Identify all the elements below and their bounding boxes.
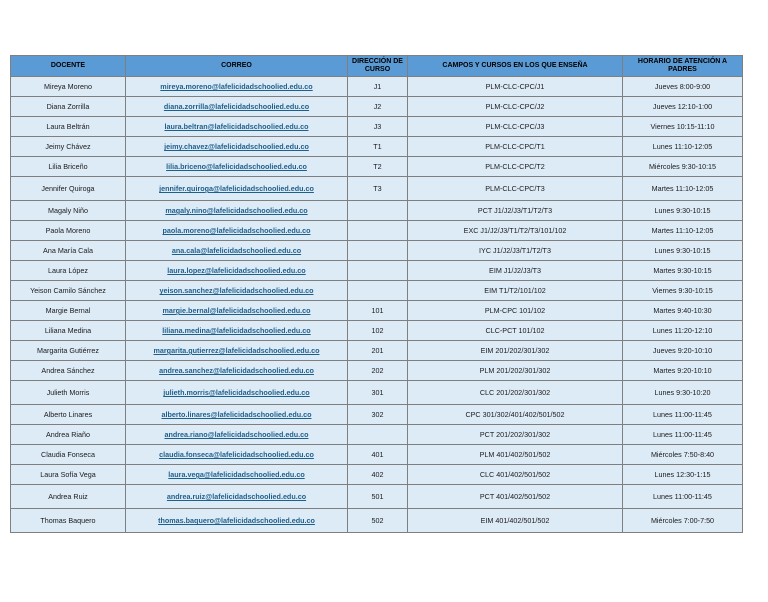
cell-docente: Diana Zorrilla bbox=[11, 97, 126, 117]
email-link[interactable]: margarita.gutierrez@lafelicidadschoolied.edu.co bbox=[126, 341, 348, 361]
cell-campos: CLC 401/402/501/502 bbox=[408, 465, 623, 485]
cell-docente: Lilia Briceño bbox=[11, 157, 126, 177]
cell-direccion: 201 bbox=[348, 341, 408, 361]
table-row bbox=[11, 321, 743, 341]
table-row bbox=[11, 241, 743, 261]
cell-horario: Lunes 11:20-12:10 bbox=[623, 321, 743, 341]
email-link[interactable]: margie.bernal@lafelicidadschoolied.edu.co bbox=[126, 301, 348, 321]
cell-docente: Andrea Riaño bbox=[11, 425, 126, 445]
cell-horario: Martes 9:40-10:30 bbox=[623, 301, 743, 321]
email-link[interactable]: jeimy.chavez@lafelicidadschoolied.edu.co bbox=[126, 137, 348, 157]
cell-docente: Margarita Gutiérrez bbox=[11, 341, 126, 361]
cell-horario: Lunes 12:30-1:15 bbox=[623, 465, 743, 485]
cell-docente: Liliana Medina bbox=[11, 321, 126, 341]
cell-direccion bbox=[348, 241, 408, 261]
cell-campos: IYC J1/J2/J3/T1/T2/T3 bbox=[408, 241, 623, 261]
cell-direccion: 501 bbox=[348, 485, 408, 509]
email-link[interactable]: paola.moreno@lafelicidadschoolied.edu.co bbox=[126, 221, 348, 241]
cell-horario: Miércoles 7:00-7:50 bbox=[623, 509, 743, 533]
email-link[interactable]: julieth.morris@lafelicidadschoolied.edu.co bbox=[126, 381, 348, 405]
email-link[interactable]: diana.zorrilla@lafelicidadschoolied.edu.co bbox=[126, 97, 348, 117]
cell-direccion: 101 bbox=[348, 301, 408, 321]
table-row bbox=[11, 281, 743, 301]
cell-horario: Martes 9:30-10:15 bbox=[623, 261, 743, 281]
cell-docente: Jeimy Chávez bbox=[11, 137, 126, 157]
cell-campos: CPC 301/302/401/402/501/502 bbox=[408, 405, 623, 425]
cell-horario: Viernes 9:30-10:15 bbox=[623, 281, 743, 301]
header-campos: CAMPOS Y CURSOS EN LOS QUE ENSEÑA bbox=[408, 56, 623, 77]
cell-campos: CLC-PCT 101/102 bbox=[408, 321, 623, 341]
cell-horario: Jueves 9:20-10:10 bbox=[623, 341, 743, 361]
table-row bbox=[11, 97, 743, 117]
cell-direccion bbox=[348, 261, 408, 281]
cell-direccion: J2 bbox=[348, 97, 408, 117]
cell-direccion bbox=[348, 425, 408, 445]
cell-direccion bbox=[348, 221, 408, 241]
cell-horario: Jueves 8:00-9:00 bbox=[623, 77, 743, 97]
cell-campos: PLM-CLC-CPC/J1 bbox=[408, 77, 623, 97]
cell-campos: PLM-CLC-CPC/T2 bbox=[408, 157, 623, 177]
cell-direccion bbox=[348, 281, 408, 301]
email-link[interactable]: mireya.moreno@lafelicidadschoolied.edu.co bbox=[126, 77, 348, 97]
email-link[interactable]: andrea.ruiz@lafelicidadschoolied.edu.co bbox=[126, 485, 348, 509]
cell-docente: Laura López bbox=[11, 261, 126, 281]
cell-docente: Paola Moreno bbox=[11, 221, 126, 241]
cell-docente: Yeison Camilo Sánchez bbox=[11, 281, 126, 301]
table-row bbox=[11, 261, 743, 281]
table-row bbox=[11, 405, 743, 425]
table-row bbox=[11, 301, 743, 321]
email-link[interactable]: lilia.briceno@lafelicidadschoolied.edu.co bbox=[126, 157, 348, 177]
table-row bbox=[11, 465, 743, 485]
table-row bbox=[11, 221, 743, 241]
cell-campos: PLM-CLC-CPC/J2 bbox=[408, 97, 623, 117]
cell-docente: Laura Sofía Vega bbox=[11, 465, 126, 485]
header-row bbox=[11, 56, 743, 77]
cell-docente: Claudia Fonseca bbox=[11, 445, 126, 465]
cell-direccion: 102 bbox=[348, 321, 408, 341]
header-direccion: DIRECCIÓN DE CURSO bbox=[348, 56, 408, 77]
cell-campos: PCT J1/J2/J3/T1/T2/T3 bbox=[408, 201, 623, 221]
table-row bbox=[11, 77, 743, 97]
cell-campos: PLM-CLC-CPC/T1 bbox=[408, 137, 623, 157]
email-link[interactable]: laura.beltran@lafelicidadschoolied.edu.co bbox=[126, 117, 348, 137]
email-link[interactable]: liliana.medina@lafelicidadschoolied.edu.co bbox=[126, 321, 348, 341]
cell-campos: PLM-CLC-CPC/T3 bbox=[408, 177, 623, 201]
teacher-schedule-sheet bbox=[10, 55, 742, 533]
table-row bbox=[11, 177, 743, 201]
cell-campos: EIM 201/202/301/302 bbox=[408, 341, 623, 361]
email-link[interactable]: magaly.nino@lafelicidadschoolied.edu.co bbox=[126, 201, 348, 221]
cell-horario: Lunes 11:00-11:45 bbox=[623, 485, 743, 509]
table-row bbox=[11, 157, 743, 177]
cell-direccion: T3 bbox=[348, 177, 408, 201]
cell-docente: Mireya Moreno bbox=[11, 77, 126, 97]
cell-docente: Jennifer Quiroga bbox=[11, 177, 126, 201]
cell-campos: PLM 401/402/501/502 bbox=[408, 445, 623, 465]
cell-docente: Thomas Baquero bbox=[11, 509, 126, 533]
cell-direccion: 202 bbox=[348, 361, 408, 381]
table-row bbox=[11, 445, 743, 465]
cell-direccion: J3 bbox=[348, 117, 408, 137]
cell-direccion: 402 bbox=[348, 465, 408, 485]
email-link[interactable]: thomas.baquero@lafelicidadschoolied.edu.co bbox=[126, 509, 348, 533]
cell-horario: Martes 11:10-12:05 bbox=[623, 221, 743, 241]
cell-docente: Ana María Cala bbox=[11, 241, 126, 261]
email-link[interactable]: alberto.linares@lafelicidadschoolied.edu.co bbox=[126, 405, 348, 425]
cell-horario: Viernes 10:15-11:10 bbox=[623, 117, 743, 137]
cell-campos: PLM-CPC 101/102 bbox=[408, 301, 623, 321]
cell-docente: Andrea Ruiz bbox=[11, 485, 126, 509]
cell-horario: Lunes 11:00-11:45 bbox=[623, 405, 743, 425]
cell-campos: EIM 401/402/501/502 bbox=[408, 509, 623, 533]
cell-horario: Lunes 9:30-10:20 bbox=[623, 381, 743, 405]
cell-docente: Magaly Niño bbox=[11, 201, 126, 221]
table-row bbox=[11, 117, 743, 137]
email-link[interactable]: andrea.riano@lafelicidadschoolied.edu.co bbox=[126, 425, 348, 445]
cell-docente: Alberto Linares bbox=[11, 405, 126, 425]
table-row bbox=[11, 509, 743, 533]
cell-campos: EIM T1/T2/101/102 bbox=[408, 281, 623, 301]
email-link[interactable]: jennifer.quiroga@lafelicidadschoolied.edu.co bbox=[126, 177, 348, 201]
cell-campos: EIM J1/J2/J3/T3 bbox=[408, 261, 623, 281]
teacher-table bbox=[10, 55, 743, 533]
email-link[interactable]: yeison.sanchez@lafelicidadschoolied.edu.co bbox=[126, 281, 348, 301]
table-row bbox=[11, 341, 743, 361]
cell-direccion: 401 bbox=[348, 445, 408, 465]
cell-direccion: T2 bbox=[348, 157, 408, 177]
cell-direccion: 502 bbox=[348, 509, 408, 533]
cell-docente: Julieth Morris bbox=[11, 381, 126, 405]
email-link[interactable]: ana.cala@lafelicidadschoolied.edu.co bbox=[126, 241, 348, 261]
cell-horario: Miércoles 7:50-8:40 bbox=[623, 445, 743, 465]
cell-horario: Martes 11:10-12:05 bbox=[623, 177, 743, 201]
cell-horario: Jueves 12:10-1:00 bbox=[623, 97, 743, 117]
cell-direccion bbox=[348, 201, 408, 221]
cell-campos: PLM 201/202/301/302 bbox=[408, 361, 623, 381]
table-row bbox=[11, 381, 743, 405]
cell-direccion: 302 bbox=[348, 405, 408, 425]
cell-direccion: T1 bbox=[348, 137, 408, 157]
cell-horario: Lunes 9:30-10:15 bbox=[623, 201, 743, 221]
table-row bbox=[11, 137, 743, 157]
cell-horario: Lunes 11:00-11:45 bbox=[623, 425, 743, 445]
cell-campos: PCT 401/402/501/502 bbox=[408, 485, 623, 509]
cell-horario: Miércoles 9:30-10:15 bbox=[623, 157, 743, 177]
table-row bbox=[11, 361, 743, 381]
cell-campos: PCT 201/202/301/302 bbox=[408, 425, 623, 445]
header-horario: HORARIO DE ATENCIÓN A PADRES bbox=[623, 56, 743, 77]
table-row bbox=[11, 201, 743, 221]
cell-docente: Laura Beltrán bbox=[11, 117, 126, 137]
table-body bbox=[11, 77, 743, 533]
cell-horario: Lunes 9:30-10:15 bbox=[623, 241, 743, 261]
email-link[interactable]: claudia.fonseca@lafelicidadschoolied.edu.co bbox=[126, 445, 348, 465]
header-docente: DOCENTE bbox=[11, 56, 126, 77]
email-link[interactable]: laura.vega@lafelicidadschoolied.edu.co bbox=[126, 465, 348, 485]
cell-docente: Andrea Sánchez bbox=[11, 361, 126, 381]
cell-horario: Lunes 11:10-12:05 bbox=[623, 137, 743, 157]
cell-horario: Martes 9:20-10:10 bbox=[623, 361, 743, 381]
header-correo: CORREO bbox=[126, 56, 348, 77]
cell-campos: EXC J1/J2/J3/T1/T2/T3/101/102 bbox=[408, 221, 623, 241]
table-row bbox=[11, 425, 743, 445]
cell-docente: Margie Bernal bbox=[11, 301, 126, 321]
table-row bbox=[11, 485, 743, 509]
email-link[interactable]: laura.lopez@lafelicidadschoolied.edu.co bbox=[126, 261, 348, 281]
cell-campos: CLC 201/202/301/302 bbox=[408, 381, 623, 405]
cell-campos: PLM-CLC-CPC/J3 bbox=[408, 117, 623, 137]
email-link[interactable]: andrea.sanchez@lafelicidadschoolied.edu.co bbox=[126, 361, 348, 381]
cell-direccion: 301 bbox=[348, 381, 408, 405]
cell-direccion: J1 bbox=[348, 77, 408, 97]
